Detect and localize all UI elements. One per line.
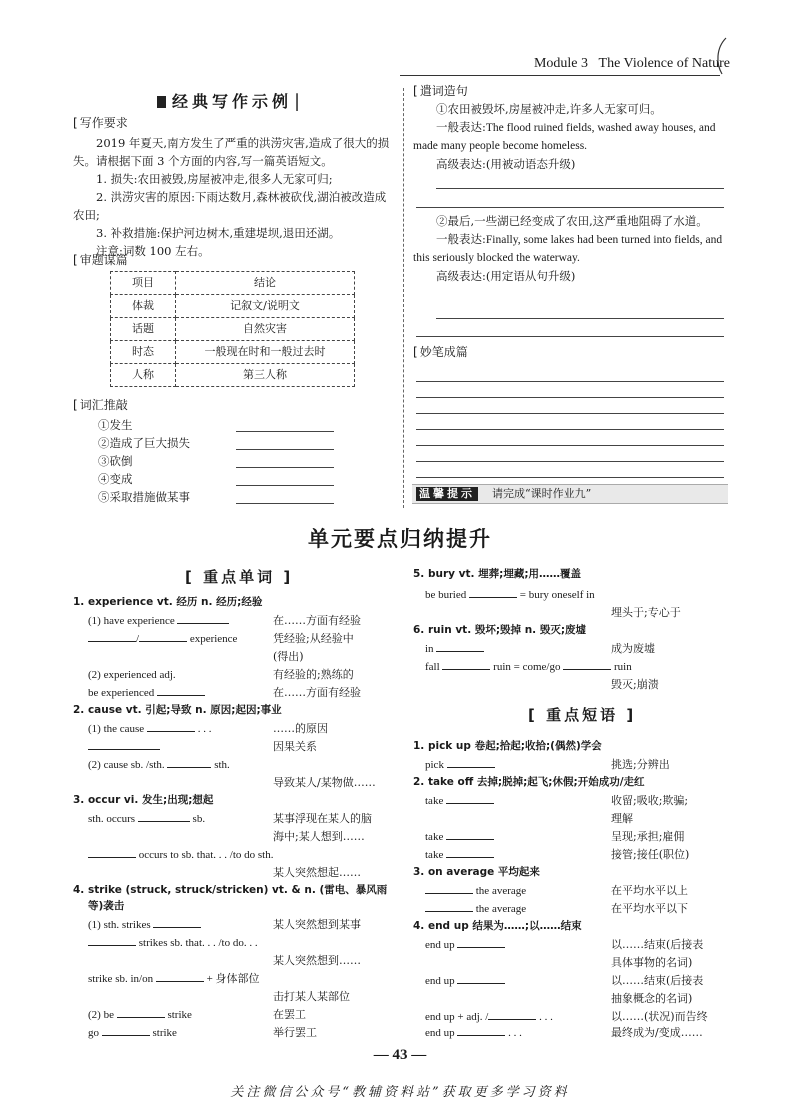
essay-heading: [ 妙笔成篇 [413,345,468,361]
phrase-line: end up [425,974,505,988]
phrase-meaning: 在平均水平以上 [611,884,688,897]
phrase-line: take [425,848,494,862]
sentence-1-advanced: 高级表达:(用被动语态升级) [436,157,576,171]
word-meaning: 某人突然想到某事 [273,918,361,931]
word-line: be experienced [88,686,205,700]
word-line: be buried = bury oneself in [425,589,595,601]
module-header [534,55,730,73]
word-line: go strike [88,1027,177,1039]
word-meaning: 埋头于;专心于 [611,606,681,619]
phrase-meaning: 挑选;分辨出 [611,758,670,771]
answer-line[interactable] [436,188,724,189]
word-meaning: 有经验的;熟练的 [273,668,354,681]
word-meaning: 在……方面有经验 [273,614,361,627]
phrase-meaning: 接管;接任(职位) [611,848,690,861]
phrase-line: end up [425,938,505,952]
module-number: Module 3 [533,56,589,71]
tip-bar [412,484,728,504]
footer-note: 关注微信公众号“教辅资料站”获取更多学习资料 [230,1085,570,1100]
phrase-meaning: 以……结束(后接表 [611,974,704,987]
req-intro: 2019 年夏天,南方发生了严重的洪涝灾害,造成了很大的损失。请根据下面 3 个方面的内容,写一篇英语短文。 [73,136,390,168]
plan-table [110,271,355,387]
tip-text: 请完成“课时作业九” [492,487,592,500]
word-entry-cause: 2. cause vt. 引起;导致 n. 原因;起因;事业 [73,704,282,716]
answer-line[interactable] [416,413,724,414]
phrase-meaning: 以……结束(后接表 [611,938,704,951]
sentence-2-cn: ②最后,一些湖已经变成了农田,这严重地阻碍了水道。 [436,214,708,228]
module-title: The Violence of Nature [598,56,730,71]
answer-line[interactable] [416,207,724,208]
word-meaning: ……的原因 [273,722,328,735]
word-meaning: 举行罢工 [273,1026,317,1039]
phrase-meaning: 以……(状况)而告终 [611,1010,708,1023]
answer-line[interactable] [416,429,724,430]
phrase-entry-pick-up: 1. pick up 卷起;拾起;收拾;(偶然)学会 [413,740,602,752]
phrase-meaning: 最终成为/变成…… [611,1026,703,1039]
word-entry-ruin: 6. ruin vt. 毁坏;毁掉 n. 毁灭;废墟 [413,624,587,636]
word-entry-experience: 1. experience vt. 经历 n. 经历;经验 [73,596,263,608]
word-line: in [425,642,484,656]
word-meaning: 成为废墟 [611,642,655,655]
word-meaning: 某人突然想起…… [273,866,361,879]
word-line: (1) sth. strikes [88,918,201,932]
vocab-item: ④变成 [98,472,133,486]
word-meaning: 因果关系 [273,740,317,753]
phrase-line: the average [425,902,526,916]
phrase-entry-end-up: 4. end up 结果为……;以……结束 [413,920,582,932]
phrase-meaning: 抽象概念的名词) [611,992,693,1005]
phrase-entry-on-average: 3. on average 平均起来 [413,866,540,878]
answer-line[interactable] [416,381,724,382]
word-meaning: (得出) [273,650,304,663]
table-row: 话题 自然灾害 [111,318,355,341]
word-entry-bury: 5. bury vt. 埋葬;埋藏;用……覆盖 [413,568,582,580]
answer-line[interactable] [416,461,724,462]
sentence-2-advanced: 高级表达:(用定语从句升级) [436,269,576,283]
phrase-line: end up + adj. / . . . [425,1011,553,1023]
word-meaning: 击打某人某部位 [273,990,350,1003]
sentences-heading: [ 遣词造句 [413,84,468,100]
word-meaning: 海中;某人想到…… [273,830,365,843]
phrase-meaning: 收留;吸收;欺骗; [611,794,689,807]
req-item-3: 3. 补救措施:保护河边树木,重建堤坝,退田还湖。 [96,226,341,240]
word-meaning: 某事浮现在某人的脑 [273,812,372,825]
decorative-curve-icon [712,36,732,76]
phrase-meaning: 在平均水平以下 [611,902,688,915]
table-row: 人称 第三人称 [111,364,355,387]
answer-line[interactable] [436,318,724,319]
phrase-line: take [425,794,494,808]
vocab-item: ②造成了巨大损失 [98,436,190,450]
word-entry-strike-cont: 等)袭击 [88,900,125,912]
unit-summary-title: 单元要点归纳提升 [308,527,492,551]
vocab-item: ⑤采取措施做某事 [98,490,190,504]
sentence-1-cn: ①农田被毁坏,房屋被冲走,许多人无家可归。 [436,102,662,116]
sentence-2-plain: 一般表达:Finally, some lakes had been turned into fields, and this seriously blocked the waterway. [413,232,723,264]
sentences-body-2 [413,212,728,285]
word-line: / experience [88,632,237,646]
sentence-1-plain: 一般表达:The flood ruined fields, washed away houses, and made many people become homeless. [413,120,716,152]
word-meaning: 毁灭;崩溃 [611,678,659,691]
phrase-line: end up . . . [425,1027,522,1039]
answer-line[interactable] [236,467,334,468]
word-line: sth. occurs sb. [88,813,206,825]
sentences-body [413,100,728,173]
word-meaning: 导致某人/某物做…… [273,776,376,789]
pen-icon [157,96,166,108]
vocab-item: ③砍倒 [98,454,133,468]
word-line [88,740,160,754]
plan-heading: [ 审题谋篇 [73,253,128,269]
word-line: (2) be strike [88,1009,192,1021]
word-line: fall ruin = come/go ruin [425,661,632,673]
key-phrases-heading: [ 重点短语 ] [528,706,637,724]
answer-line[interactable] [416,477,724,478]
tip-label: 温馨提示 [416,487,478,501]
word-line: (1) have experience [88,614,229,628]
header-rule [400,75,720,76]
word-line: strikes sb. that. . . /to do. . . [88,936,258,950]
answer-line[interactable] [236,431,334,432]
answer-line[interactable] [236,449,334,450]
table-row: 体裁 记叙文/说明文 [111,295,355,318]
phrase-entry-take-off: 2. take off 去掉;脱掉;起飞;休假;开始成功/走红 [413,776,645,788]
vocab-heading: [ 词汇推敲 [73,398,128,414]
word-entry-strike: 4. strike (struck, struck/stricken) vt. & n. (雷电、暴风雨 [73,884,388,896]
word-meaning: 某人突然想到…… [273,954,361,967]
answer-line[interactable] [236,503,334,504]
word-line: (2) experienced adj. [88,669,176,681]
key-words-heading: [ 重点单词 ] [185,568,294,586]
word-line: strike sb. in/on + 身体部位 [88,973,260,985]
phrase-line: take [425,830,494,844]
word-meaning: 在罢工 [273,1008,306,1021]
column-divider [403,88,404,508]
writing-requirement-heading: [ 写作要求 [73,116,128,132]
answer-line[interactable] [416,336,724,337]
word-entry-occur: 3. occur vi. 发生;出现;想起 [73,794,214,806]
page-number: — 43 — [373,1047,427,1063]
answer-line[interactable] [416,397,724,398]
phrase-meaning: 具体事物的名词) [611,956,693,969]
answer-line[interactable] [416,445,724,446]
table-row: 时态 一般现在时和一般过去时 [111,341,355,364]
table-row: 项目 结论 [111,272,355,295]
writing-requirement-body [73,134,391,260]
word-meaning: 凭经验;从经验中 [273,632,354,645]
answer-line[interactable] [236,485,334,486]
phrase-line: pick [425,758,495,772]
word-line: occurs to sb. that. . . /to do sth. [88,848,274,862]
word-line: (1) the cause . . . [88,723,212,735]
req-item-2: 2. 洪涝灾害的原因:下雨达数月,森林被砍伐,湖泊被改造成农田; [73,190,387,222]
req-note: 注意:词数 100 左右。 [96,244,210,258]
word-meaning: 在……方面有经验 [273,686,361,699]
vocab-item: ①发生 [98,418,133,432]
classic-section-title: 经典写作示例 | [157,90,300,113]
phrase-line: the average [425,884,526,898]
req-item-1: 1. 损失:农田被毁,房屋被冲走,很多人无家可归; [96,172,333,186]
word-line: (2) cause sb. /sth. sth. [88,759,230,771]
phrase-meaning: 理解 [611,812,633,825]
phrase-meaning: 呈现;承担;雇佣 [611,830,685,843]
